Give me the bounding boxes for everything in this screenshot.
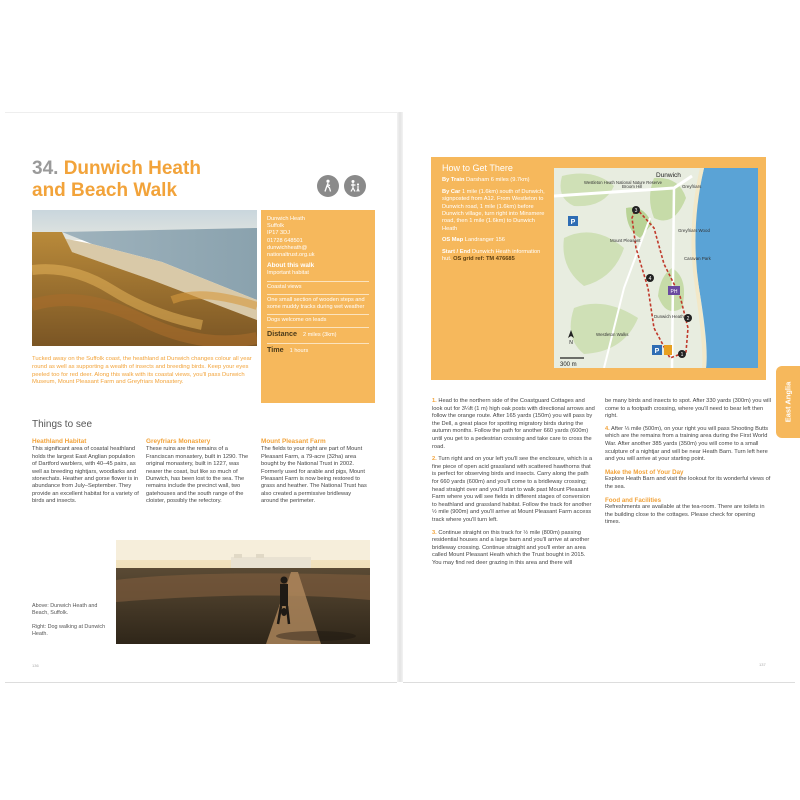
coast-photo <box>32 210 257 346</box>
phone-number: 01728 648501 <box>267 237 303 244</box>
thing-text: This significant area of coastal heathland holds the largest East Anglian population of Dartford warblers, with 40–45 pairs, as well as breeding nightjars, woodlarks and stonechats. Heather and gorse flower is in abundance from July–September. They provide an excellent habitat for a variety of birds and insects. <box>32 446 139 505</box>
car-text: 1 mile (1.6km) south of Dunwich, signposted from A12. From Westleton to Dunwich road, 1 mile (1.6km) before Dunwich village, turn right into Minsmere road, then 1 mile (1.6km) to Dunwich Heath <box>442 188 545 232</box>
how-to-get-there-box <box>431 157 766 380</box>
make-most-text: Explore Heath Barn and visit the lookout for its wonderful views of the sea. <box>605 476 771 490</box>
dog-walking-photo <box>116 540 370 644</box>
start-label: Start / End <box>442 248 471 255</box>
train-text: Darsham 6 miles (9.7km) <box>466 177 530 184</box>
photo-caption: Above: Dunwich Heath and Beach, Suffolk. Right: Dog walking at Dunwich Heath. <box>32 603 106 637</box>
food-heading: Food and Facilities <box>605 496 662 504</box>
title-line-1: Dunwich Heath <box>63 158 201 179</box>
address-block <box>267 216 369 259</box>
thing-heathland <box>32 438 140 506</box>
start-text: Dunwich Heath information hut. <box>442 248 541 263</box>
time-value: 1 hours <box>289 347 309 354</box>
map-label-westleton-walks: Westleton Walks <box>596 332 629 337</box>
route-step-1: 1. Head to the northern side of the Coastguard Cottages and look out for 3¼ft (1 m) high oak posts with directional arrows and follow the orange route. After 165 yards (150m) you will pass by the Dell, a great place for spotting migratory birds during the autumn months. Follow the path for another 660 yards (600m) until you get to a pedestrian crossing and take care to cross the road. <box>432 398 595 450</box>
route-step-4: 4. After ⅓ mile (500m), on your right you will pass Shooting Butts which are the remains from a training area during the First World War. After another 385 yards (350m) you will come to a small sculpture of a nightjar and will be near Heath Barn. Turn left here and you will arrive at your starting point. <box>605 425 769 463</box>
time-label: Time <box>267 344 284 354</box>
family-icon <box>344 175 366 197</box>
things-heading: Things to see <box>32 419 93 430</box>
start-end-info <box>442 249 547 264</box>
parking-label: P <box>654 348 660 355</box>
address-line: IP17 3DJ <box>267 230 291 237</box>
thing-title: Mount Pleasant Farm <box>261 438 326 445</box>
region-tab-label: East Anglia <box>783 381 793 423</box>
address-line: Suffolk <box>267 223 284 230</box>
title-line-2: and Beach Walk <box>32 180 178 201</box>
about-heading: About this walk <box>267 262 315 270</box>
right-page-edge <box>403 682 795 683</box>
north-label: N <box>569 340 573 346</box>
food-text: Refreshments are available at the tea-room. There are toilets in the building close to the cottages. Please check for opening times. <box>605 504 765 526</box>
grid-ref: OS grid ref: TM 476685 <box>453 256 515 263</box>
page-number-right: 137 <box>759 662 766 667</box>
walk-number: 34. <box>32 158 59 179</box>
directions-text <box>442 165 547 267</box>
distance-label: Distance <box>267 329 297 339</box>
route-map <box>554 168 758 368</box>
about-item: One small section of wooden steps and some muddy tracks during wet weather <box>267 296 365 311</box>
page-number-left: 136 <box>32 663 39 668</box>
about-item: Dogs welcome on leads <box>267 317 327 324</box>
thing-greyfriars <box>146 438 254 506</box>
map-label-dunwich-heath: Dunwich Heath <box>654 314 684 319</box>
left-page <box>5 112 397 682</box>
marker-1: 1 <box>680 352 684 358</box>
pub-label: PH <box>670 289 678 295</box>
os-map-info <box>442 237 547 244</box>
about-item: Coastal views <box>267 283 302 290</box>
map-label-westleton-reserve: Westleton Heath National Nature Reserve <box>584 180 662 185</box>
map-label-caravan-park: Caravan Park <box>684 256 711 261</box>
address-line: Dunwich Heath <box>267 216 305 222</box>
distance-value: 2 miles (3km) <box>302 332 337 339</box>
intro-text: Tucked away on the Suffolk coast, the heathland at Dunwich changes colour all year round as well as supporting a wealth of insects and breeding birds. Keep your eyes peeled too for red deer. Along this walk with its coastal views, you'll pass Dunwich Museum, Mount Pleasant Farm and Greyfriars Monastery. <box>32 356 252 386</box>
parking-label: P <box>570 219 576 226</box>
map-label-greyfriars-wood: Greyfriars Wood <box>678 228 710 233</box>
train-label: By Train <box>442 177 465 184</box>
about-item: Important habitat <box>267 270 309 277</box>
walk-type-icons <box>317 175 366 197</box>
marker-2: 2 <box>686 316 690 322</box>
map-label-dunwich: Dunwich <box>656 172 681 179</box>
route-steps-col-1 <box>432 398 595 572</box>
thing-text: The fields to your right are part of Mount Pleasant Farm, a 79-acre (32ha) area bought by the National Trust in 2002. Formerly used for arable and pigs, Mount Pleasant Farm is now being restored to grass and heather. The National Trust has also created a permissive bridleway around the perimeter. <box>261 446 367 505</box>
route-step-3: 3. Continue straight on this track for ½ mile (800m) passing residential houses and a large barn and you'll arrive at another bridleway crossing. Continue straight and you'll enter an area called Mount Pleasant Heath which the Trust bought in 2015. You may find red deer grazing in this area and there will <box>432 529 590 566</box>
thing-text: These ruins are the remains of a Franciscan monastery, built in 1290. The original monastery, built in 1227, was nearer the coast, but like so much of Dunwich, has been lost to the sea. The remains include the precinct wall, two gatehouses and the south range of the cloister, possibly the refectory. <box>146 446 249 505</box>
email-line[interactable]: dunwichheath@ <box>267 244 308 251</box>
make-most-heading: Make the Most of Your Day <box>605 468 684 476</box>
car-info <box>442 189 547 233</box>
map-label-mount-pleasant: Mount Pleasant <box>610 238 641 243</box>
os-map-text: Landranger 156 <box>464 237 505 244</box>
thing-mount-pleasant <box>261 438 369 506</box>
info-icon <box>664 345 672 355</box>
walk-info-box <box>261 210 375 403</box>
walker-icon <box>317 175 339 197</box>
marker-4: 4 <box>648 276 652 282</box>
route-step-2: 2. Turn right and on your left you'll see the enclosure, which is a fine piece of open acid grassland with scattered hawthorns that is perfect for observing birds and insects. Carry along the path for 660 yards (600m) and you'll come to a bridleway crossing; head straight over and you'll start to walk past Mount Pleasant Farm where you will see fields in different stages of conversion to heathland and grassland habitat. Follow the track for another ½ mile (900m) and you'll arrive at Mount Pleasant Farm access track where you'll turn left. <box>432 456 593 523</box>
directions-heading: How to Get There <box>442 163 513 173</box>
map-label-broom-hill: Broom Hill <box>622 184 643 189</box>
route-steps-col-2 <box>605 398 771 532</box>
time-row <box>267 346 369 355</box>
region-tab[interactable] <box>776 366 800 438</box>
distance-row <box>267 330 369 339</box>
walk-title <box>32 158 252 202</box>
thing-title: Greyfriars Monastery <box>146 438 211 445</box>
marker-3: 3 <box>634 208 638 214</box>
car-label: By Car <box>442 188 461 195</box>
left-page-edge <box>5 682 397 683</box>
route-step-3-continued: be many birds and insects to spot. After 330 yards (300m) you will come to a footpath crossing, where you'll need to bear left then right. <box>605 398 771 420</box>
thing-title: Heathland Habitat <box>32 438 87 445</box>
os-map-label: OS Map <box>442 237 464 244</box>
scale-label: 300 m <box>560 362 577 368</box>
right-page <box>403 112 795 682</box>
train-info <box>442 177 547 184</box>
email-domain[interactable]: nationaltrust.org.uk <box>267 252 315 259</box>
map-label-greyfriars: Greyfriars <box>682 184 702 189</box>
